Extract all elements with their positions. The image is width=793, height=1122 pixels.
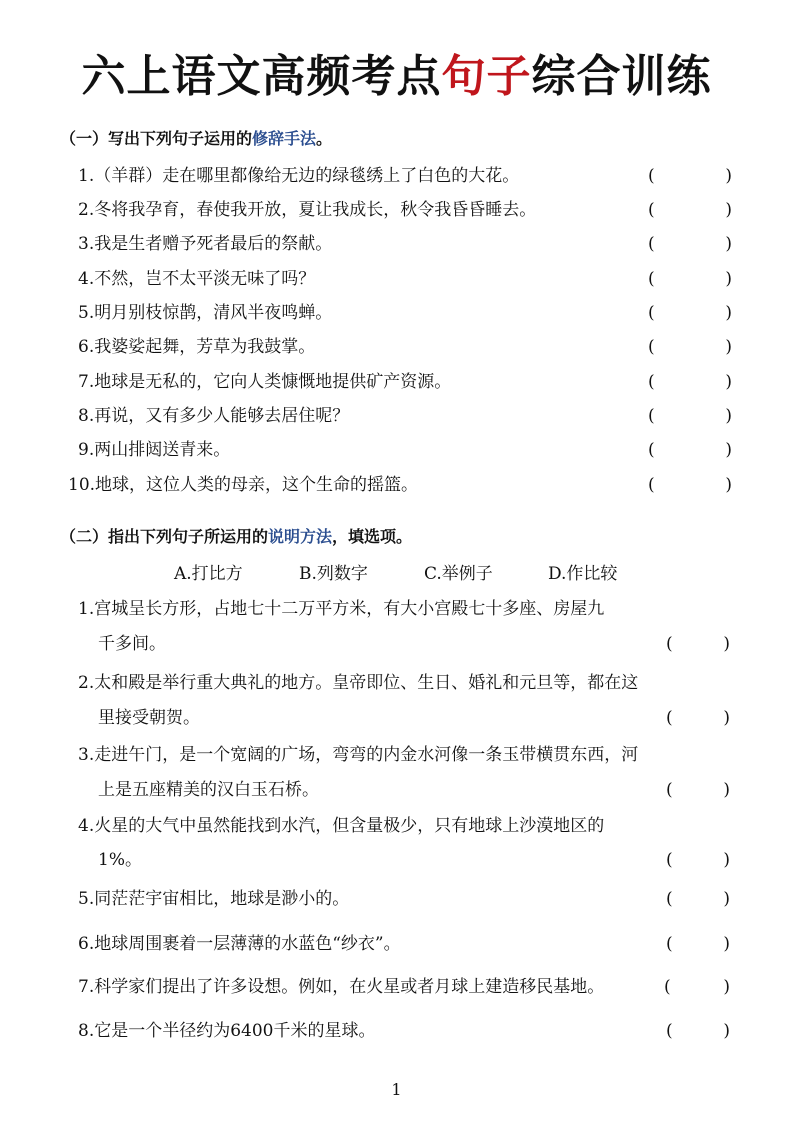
question-text: 7.地球是无私的，它向人类慷慨地提供矿产资源。 xyxy=(78,372,452,392)
s1-question-8 xyxy=(78,401,730,431)
section2-keyword: 说明方法 xyxy=(268,527,333,546)
title-highlight: 句子 xyxy=(441,51,532,102)
s2-question-2-cont: 里接受朝贺。 xyxy=(98,708,200,728)
answer-blank[interactable]: ( ) xyxy=(666,708,730,728)
title-part2: 综合训练 xyxy=(531,51,712,102)
s1-question-1 xyxy=(78,161,730,191)
question-text: 2.太和殿是举行重大典礼的地方。皇帝即位、生日、婚礼和元旦等，都在这 xyxy=(78,673,639,693)
question-text: 4.火星的大气中虽然能找到水汽，但含量极少，只有地球上沙漠地区的 xyxy=(78,816,605,836)
s2-answer-row-3 xyxy=(78,775,730,805)
section1-keyword: 修辞手法 xyxy=(252,129,317,148)
answer-blank[interactable]: ( ) xyxy=(666,850,730,870)
answer-blank[interactable]: ( ) xyxy=(648,475,732,495)
question-text: 10.地球，这位人类的母亲，这个生命的摇篮。 xyxy=(68,475,419,495)
section2-prefix: （二）指出下列句子所运用的 xyxy=(60,527,269,546)
s2-question-4 xyxy=(78,811,730,841)
option-a: A.打比方 xyxy=(174,564,243,584)
s1-question-5 xyxy=(78,298,730,328)
answer-blank[interactable]: ( ) xyxy=(648,166,732,186)
s1-question-10 xyxy=(68,470,730,500)
answer-blank[interactable]: ( ) xyxy=(666,634,730,654)
option-c: C.举例子 xyxy=(424,564,493,584)
s1-question-2 xyxy=(78,195,730,225)
s2-question-8 xyxy=(78,1016,730,1046)
section1-heading xyxy=(60,126,332,149)
question-text: 6.地球周围裹着一层薄薄的水蓝色“纱衣”。 xyxy=(78,934,401,954)
s2-answer-row-2 xyxy=(78,703,730,733)
s2-question-1-cont: 千多间。 xyxy=(98,634,166,654)
question-text: 8.它是一个半径约为6400千米的星球。 xyxy=(78,1021,376,1041)
s2-question-4-cont: 1%。 xyxy=(98,850,142,870)
s1-question-4 xyxy=(78,264,730,294)
answer-blank[interactable]: ( ) xyxy=(664,977,730,997)
answer-blank[interactable]: ( ) xyxy=(648,440,732,460)
answer-blank[interactable]: ( ) xyxy=(648,406,732,426)
answer-blank[interactable]: ( ) xyxy=(666,889,730,909)
s1-question-6 xyxy=(78,332,730,362)
question-text: 1.（羊群）走在哪里都像给无边的绿毯绣上了白色的大花。 xyxy=(78,166,520,186)
question-text: 6.我婆娑起舞，芳草为我鼓掌。 xyxy=(78,337,316,357)
s2-question-2 xyxy=(78,668,730,698)
section2-heading xyxy=(60,524,412,547)
option-d: D.作比较 xyxy=(548,564,618,584)
s2-question-5 xyxy=(78,884,730,914)
page-title xyxy=(0,40,793,104)
question-text: 3.走进午门，是一个宽阔的广场，弯弯的内金水河像一条玉带横贯东西，河 xyxy=(78,745,639,765)
s2-question-3 xyxy=(78,740,730,770)
answer-blank[interactable]: ( ) xyxy=(648,303,732,323)
option-b: B.列数字 xyxy=(299,564,368,584)
s2-answer-row-4 xyxy=(78,845,730,875)
section1-prefix: （一）写出下列句子运用的 xyxy=(60,129,253,148)
s1-question-9 xyxy=(78,435,730,465)
s2-question-3-cont: 上是五座精美的汉白玉石桥。 xyxy=(98,780,319,800)
section1-suffix: 。 xyxy=(316,129,333,148)
answer-blank[interactable]: ( ) xyxy=(648,200,732,220)
section2-suffix: ，填选项。 xyxy=(332,527,413,546)
answer-blank[interactable]: ( ) xyxy=(648,269,732,289)
s2-question-7 xyxy=(78,972,730,1002)
title-part1: 六上语文高频考点 xyxy=(81,51,442,102)
answer-blank[interactable]: ( ) xyxy=(666,780,730,800)
answer-blank[interactable]: ( ) xyxy=(666,934,730,954)
question-text: 9.两山排闼送青来。 xyxy=(78,440,231,460)
question-text: 4.不然，岂不太平淡无味了吗？ xyxy=(78,269,316,289)
question-text: 2.冬将我孕育，春使我开放，夏让我成长，秋令我昏昏睡去。 xyxy=(78,200,537,220)
s2-question-6 xyxy=(78,929,730,959)
question-text: 8.再说，又有多少人能够去居住呢？ xyxy=(78,406,350,426)
question-text: 5.同茫茫宇宙相比，地球是渺小的。 xyxy=(78,889,350,909)
answer-blank[interactable]: ( ) xyxy=(666,1021,730,1041)
answer-blank[interactable]: ( ) xyxy=(648,337,732,357)
question-text: 1.宫城呈长方形，占地七十二万平方米，有大小宫殿七十多座、房屋九 xyxy=(78,599,605,619)
page-number: 1 xyxy=(391,1080,402,1099)
question-text: 7.科学家们提出了许多设想。例如，在火星或者月球上建造移民基地。 xyxy=(78,977,605,997)
s1-question-7 xyxy=(78,367,730,397)
answer-blank[interactable]: ( ) xyxy=(648,372,732,392)
question-text: 5.明月别枝惊鹊，清风半夜鸣蝉。 xyxy=(78,303,333,323)
s1-question-3 xyxy=(78,229,730,259)
s2-answer-row-1 xyxy=(78,629,730,659)
s2-question-1 xyxy=(78,594,730,624)
answer-blank[interactable]: ( ) xyxy=(648,234,732,254)
question-text: 3.我是生者赠予死者最后的祭献。 xyxy=(78,234,333,254)
